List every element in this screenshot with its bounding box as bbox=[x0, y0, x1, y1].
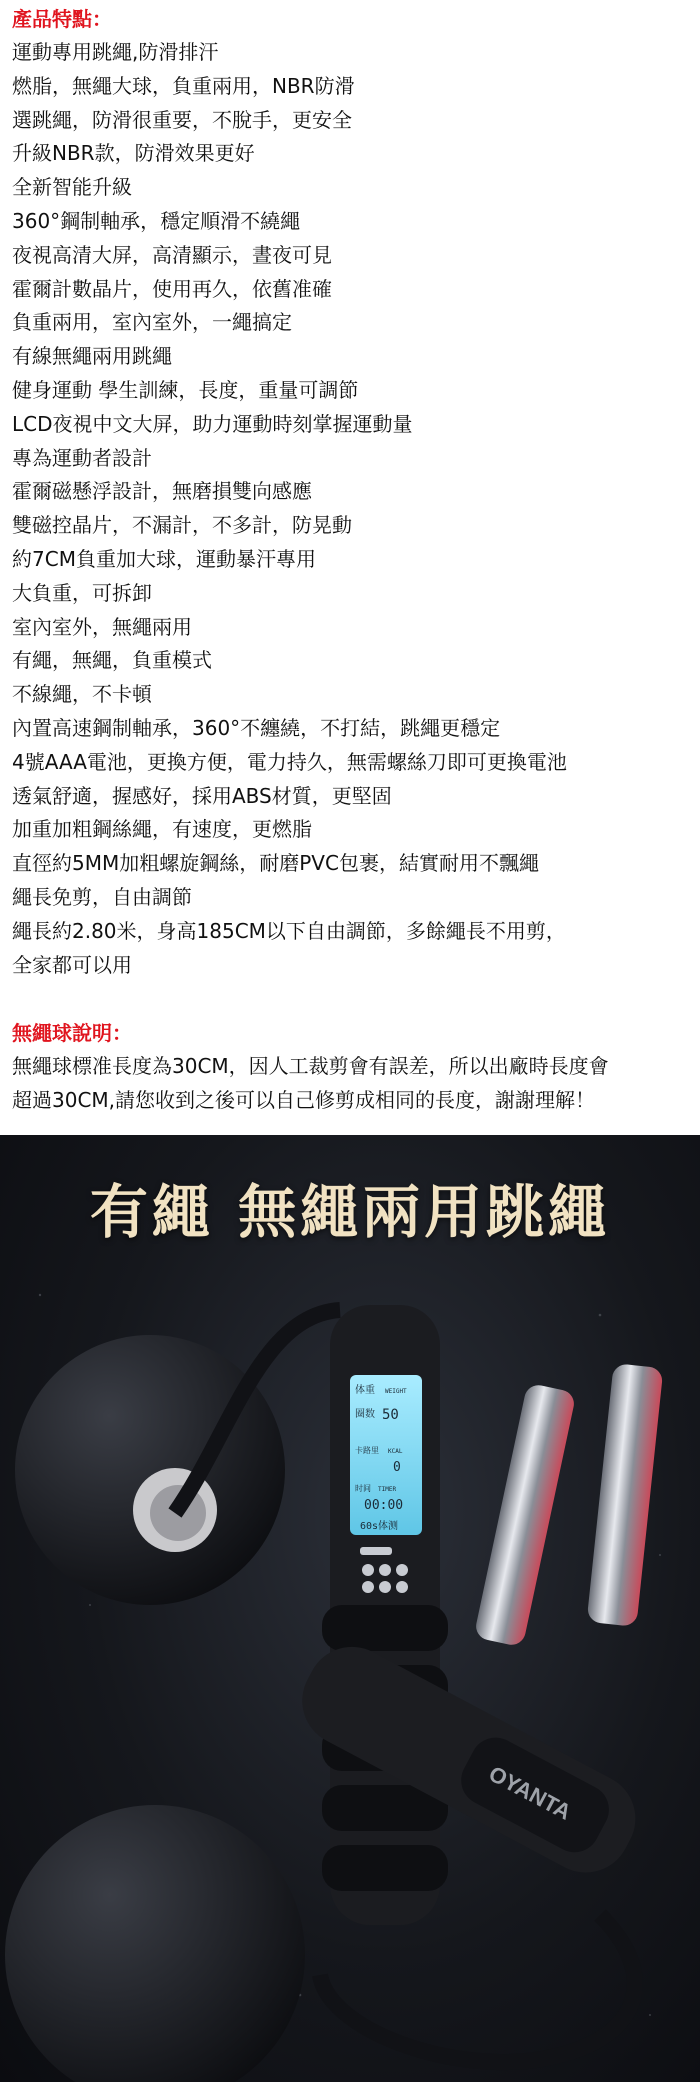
text-line: LCD夜視中文大屏，助力運動時刻掌握運動量 bbox=[12, 411, 413, 436]
weighted-ball-bottom bbox=[5, 1805, 305, 2082]
lcd-row3-label: 卡路里 bbox=[355, 1446, 379, 1455]
brand-logo: OYANTA bbox=[484, 1760, 576, 1825]
text-line: 直徑約5MM加粗螺旋鋼絲，耐磨PVC包裹，結實耐用不飄繩 bbox=[12, 851, 539, 876]
banner-title: 有繩 無繩兩用跳繩 bbox=[89, 1178, 611, 1246]
lcd-row4-unit: TIMER bbox=[378, 1486, 397, 1493]
text-line: 健身運動 學生訓練，長度，重量可調節 bbox=[12, 377, 359, 402]
lcd-row3-unit: KCAL bbox=[388, 1448, 403, 1455]
lcd-row4-value: 00:00 bbox=[364, 1498, 404, 1513]
lcd-row1-unit: WEIGHT bbox=[385, 1388, 407, 1395]
text-line: 超過30CM,請您收到之後可以自己修剪成相同的長度，謝謝理解！ bbox=[12, 1088, 596, 1113]
lcd-row3-value: 0 bbox=[393, 1460, 401, 1475]
features-list bbox=[12, 36, 688, 982]
metal-weight-1 bbox=[474, 1383, 577, 1648]
text-line: 升級NBR款，防滑效果更好 bbox=[12, 141, 255, 166]
text-line: 內置高速鋼制軸承，360°不纏繞，不打結，跳繩更穩定 bbox=[12, 715, 501, 740]
text-line: 4號AAA電池，更換方便，電力持久，無需螺絲刀即可更換電池 bbox=[12, 749, 567, 774]
lcd-row1-label: 体重 bbox=[355, 1385, 375, 1396]
text-line: 霍爾磁懸浮設計，無磨損雙向感應 bbox=[12, 479, 312, 504]
lcd-mode: 60s体测 bbox=[360, 1521, 399, 1532]
ball-note-list bbox=[12, 1050, 688, 1118]
text-line: 霍爾計數晶片，使用再久，依舊准確 bbox=[12, 276, 332, 301]
product-illustration bbox=[0, 1135, 700, 2082]
text-line: 全家都可以用 bbox=[12, 952, 132, 977]
text-line: 360°鋼制軸承，穩定順滑不繞繩 bbox=[12, 208, 301, 233]
lcd-row4-label: 时间 bbox=[355, 1484, 371, 1493]
text-line: 夜視高清大屏，高清顯示，晝夜可見 bbox=[12, 242, 332, 267]
text-line: 加重加粗鋼絲繩，有速度，更燃脂 bbox=[12, 817, 312, 842]
text-line: 透氣舒適，握感好，採用ABS材質，更堅固 bbox=[12, 783, 392, 808]
features-heading: 產品特點： bbox=[12, 7, 112, 31]
text-line: 燃脂，無繩大球，負重兩用，NBR防滑 bbox=[12, 73, 355, 98]
text-line: 雙磁控晶片，不漏計，不多計，防晃動 bbox=[12, 513, 352, 538]
product-banner bbox=[0, 1135, 700, 2082]
text-line: 約7CM負重加大球，運動暴汗專用 bbox=[12, 546, 316, 571]
ball-note-heading: 無繩球說明： bbox=[12, 1021, 132, 1046]
lcd-row2-label: 圈数 bbox=[355, 1409, 375, 1420]
text-line: 室內室外，無繩兩用 bbox=[12, 614, 192, 639]
text-line: 不線繩，不卡頓 bbox=[12, 682, 152, 707]
text-line: 大負重，可拆卸 bbox=[12, 580, 152, 605]
text-line: 選跳繩，防滑很重要，不脫手，更安全 bbox=[12, 107, 352, 132]
text-line: 無繩球標准長度為30CM，因人工裁剪會有誤差，所以出廠時長度會 bbox=[12, 1054, 609, 1079]
metal-weight-2 bbox=[587, 1363, 664, 1627]
text-line: 繩長免剪，自由調節 bbox=[12, 884, 192, 909]
text-line: 繩長約2.80米，身高185CM以下自由調節，多餘繩長不用剪， bbox=[12, 918, 566, 943]
text-line: 全新智能升級 bbox=[12, 175, 132, 200]
text-line: 專為運動者設計 bbox=[12, 445, 152, 470]
text-line: 有線無繩兩用跳繩 bbox=[12, 344, 172, 369]
lcd-row2-value: 50 bbox=[382, 1407, 399, 1423]
text-line: 負重兩用，室內室外，一繩搞定 bbox=[12, 310, 292, 335]
text-line: 有繩，無繩，負重模式 bbox=[12, 648, 212, 673]
text-line: 運動專用跳繩,防滑排汗 bbox=[12, 40, 219, 64]
